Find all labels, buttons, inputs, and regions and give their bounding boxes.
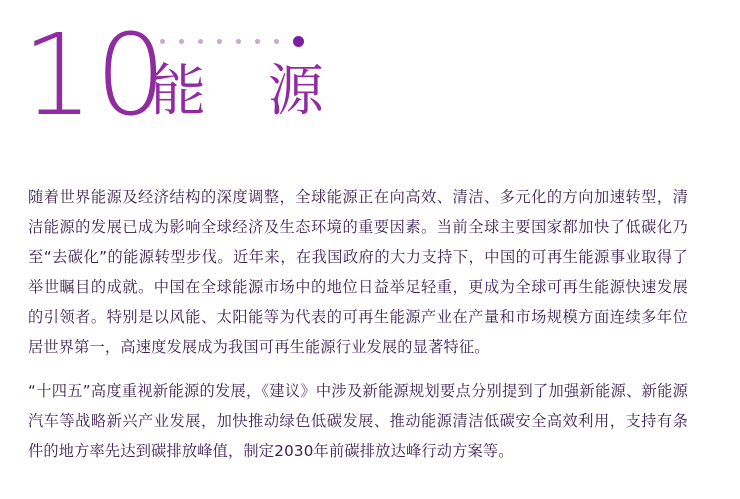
chapter-header xyxy=(0,0,740,175)
body-content xyxy=(28,182,688,466)
dot-3-icon xyxy=(198,39,203,44)
dot-7-icon xyxy=(274,39,279,44)
chapter-number: 10 xyxy=(22,11,169,141)
decorative-dot-row xyxy=(160,36,304,47)
dot-4-icon xyxy=(217,39,222,44)
paragraph-2: “十四五”高度重视新能源的发展，《建议》中涉及新能源规划要点分别提到了加强新能源、新能源汽车等战略新兴产业发展，加快推动绿色低碳发展、推动能源清洁低碳安全高效利用，支持有条件的地方率先达到碳排放峰值，制定2030年前碳排放达峰行动方案等。 xyxy=(28,382,688,460)
dot-6-icon xyxy=(255,39,260,44)
dot-8-icon-active xyxy=(293,36,304,47)
paragraph-1: 随着世界能源及经济结构的深度调整，全球能源正在向高效、清洁、多元化的方向加速转型，清洁能源的发展已成为影响全球经济及生态环境的重要因素。当前全球主要国家都加快了低碳化乃至“去碳化”的能源转型步伐。近年来，在我国政府的大力支持下，中国的可再生能源事业取得了举世瞩目的成就。中国在全球能源市场中的地位日益举足轻重，更成为全球可再生能源快速发展的引领者。特别是以风能、太阳能等为代表的可再生能源产业在产量和市场规模方面连续多年位居世界第一，高速度发展成为我国可再生能源行业发展的显著特征。 xyxy=(28,188,688,356)
dot-2-icon xyxy=(179,39,184,44)
dot-5-icon xyxy=(236,39,241,44)
chapter-title: 能 源 xyxy=(150,59,346,124)
